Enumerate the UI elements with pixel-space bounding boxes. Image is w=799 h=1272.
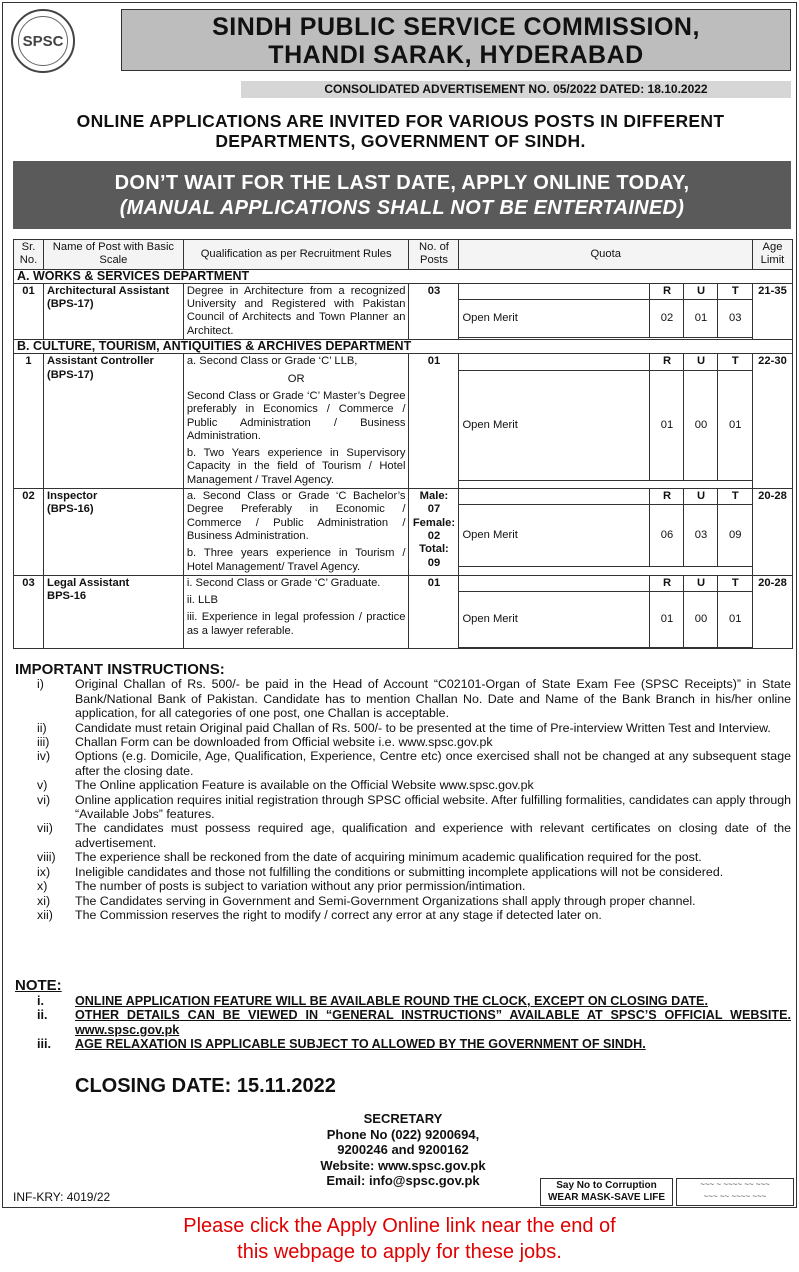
corruption-line-2: WEAR MASK-SAVE LIFE [547, 1192, 666, 1203]
list-item [15, 865, 791, 879]
post-name: Assistant Controller [46, 355, 154, 368]
header-sr: Sr. No. [14, 240, 44, 270]
basic-scale: (BPS-16) [46, 503, 94, 516]
post-name-cell [43, 283, 183, 339]
list-item [15, 721, 791, 735]
list-item [15, 994, 791, 1009]
department-heading: A. WORKS & SERVICES DEPARTMENT [14, 269, 793, 283]
list-item [15, 778, 791, 792]
quota-r: 01 [650, 370, 684, 480]
table-row [14, 283, 793, 339]
qualification-line: iii. Experience in legal profession / practice as a lawyer referable. [186, 611, 406, 637]
item-text: OTHER DETAILS CAN BE VIEWED IN “GENERAL INSTRUCTIONS” AVAILABLE AT SPSC’S OFFICIAL WEBSITE. www.spsc.gov.pk [75, 1008, 791, 1037]
posts-table [13, 239, 793, 649]
banner-line-2: (MANUAL APPLICATIONS SHALL NOT BE ENTERTAINED) [119, 197, 685, 219]
item-number: iii) [37, 735, 50, 750]
closing-date: CLOSING DATE: 15.11.2022 [75, 1075, 336, 1097]
quota-blank [459, 576, 650, 592]
website: Website: www.spsc.gov.pk [320, 1157, 486, 1173]
footer-line-1: Please click the Apply Online link near the end of [183, 1215, 616, 1237]
item-number: xii) [37, 907, 53, 922]
basic-scale: BPS-16 [46, 590, 87, 603]
quota-u-header: U [684, 284, 718, 300]
item-number: iv) [37, 749, 51, 764]
item-number: i. [37, 993, 44, 1008]
table-row [14, 575, 793, 648]
header-qualification: Qualification as per Recruitment Rules [183, 240, 409, 270]
footer-line-2: this webpage to apply for these jobs. [237, 1241, 562, 1263]
list-item [15, 908, 791, 922]
item-text: The Online application Feature is available on the Official Website www.spsc.gov.pk [75, 778, 534, 793]
item-text: The candidates must possess required age, qualification and experience with relevant certificates on closing date of the advertisement. [75, 821, 791, 850]
post-name: Architectural Assistant [46, 284, 170, 297]
department-row-b [14, 340, 793, 354]
consolidated-advertisement: CONSOLIDATED ADVERTISEMENT NO. 05/2022 DATED: 18.10.2022 [241, 81, 791, 98]
list-item [15, 793, 791, 822]
item-text: The Commission reserves the right to modify / correct any error at any stage if detected later on. [75, 907, 602, 922]
qualification-cell [183, 283, 409, 339]
item-number: ii) [37, 720, 47, 735]
sr-no: 02 [14, 489, 44, 576]
table-row [14, 354, 793, 489]
quota-type: Open Merit [459, 300, 650, 338]
qualification-line: ii. LLB [186, 594, 218, 607]
quota-r: 01 [650, 592, 684, 648]
urdu-slogan-box: ~~~ ~~ ~~~~ ~ ~~~ ~~~ ~~~~ ~~ ~~~ [676, 1178, 794, 1206]
list-item [15, 1037, 791, 1052]
item-text: The number of posts is subject to variation without any prior permission/intimation. [75, 879, 526, 894]
quota-cell [459, 283, 753, 339]
spsc-logo [11, 9, 75, 73]
quota-cell [459, 575, 753, 648]
advertisement [2, 2, 797, 1208]
qualification-cell [183, 489, 409, 576]
basic-scale: (BPS-17) [46, 298, 94, 311]
qualification-line: a. Second Class or Grade ‘C Bachelor’s Degree Preferably in Economic / Commerce / Public Administration / Business Administration. [186, 490, 406, 542]
item-text: Options (e.g. Domicile, Age, Qualification, Experience, Centre etc) once exercised shall not be changed at any subsequent stage after the closing date. [75, 749, 791, 778]
apply-online-notice [0, 1213, 799, 1265]
quota-t: 03 [718, 300, 752, 338]
title-box [121, 9, 791, 71]
list-item [15, 1008, 791, 1037]
list-item [15, 821, 791, 850]
quota-t-header: T [718, 576, 752, 592]
post-name: Legal Assistant [46, 576, 130, 589]
header-quota: Quota [459, 240, 753, 270]
title-line-2: THANDI SARAK, HYDERABAD [268, 41, 644, 69]
no-of-posts: Male: 07 Female: 02 Total: 09 [409, 489, 459, 576]
quota-table [459, 284, 752, 338]
item-number: xi) [37, 893, 51, 908]
quota-table [459, 489, 752, 567]
qualification-cell [183, 354, 409, 489]
item-number: v) [37, 778, 48, 793]
header-age: Age Limit [752, 240, 792, 270]
sr-no: 03 [14, 575, 44, 648]
post-name-cell [43, 575, 183, 648]
instructions-title: IMPORTANT INSTRUCTIONS: [15, 661, 225, 678]
age-limit: 20-28 [752, 575, 792, 648]
header-name: Name of Post with Basic Scale [43, 240, 183, 270]
age-limit: 21-35 [752, 283, 792, 339]
quota-table [459, 576, 752, 648]
header-posts: No. of Posts [409, 240, 459, 270]
quota-t: 01 [718, 370, 752, 480]
quota-table [459, 354, 752, 480]
item-text: Challan Form can be downloaded from Official website i.e. www.spsc.gov.pk [75, 735, 493, 750]
basic-scale: (BPS-17) [46, 368, 94, 381]
list-item [15, 735, 791, 749]
quota-t: 09 [718, 505, 752, 567]
post-name: Inspector [46, 490, 98, 503]
list-item [15, 879, 791, 893]
banner-line-1: DON’T WAIT FOR THE LAST DATE, APPLY ONLINE TODAY, [114, 172, 690, 194]
logo-text: SPSC [22, 32, 64, 50]
title-line-1: SINDH PUBLIC SERVICE COMMISSION, [212, 13, 700, 41]
item-text: AGE RELAXATION IS APPLICABLE SUBJECT TO ALLOWED BY THE GOVERNMENT OF SINDH. [75, 1037, 646, 1052]
quota-blank [459, 489, 650, 505]
corruption-box [540, 1178, 673, 1206]
quota-t-header: T [718, 284, 752, 300]
quota-u: 00 [684, 592, 718, 648]
item-number: i) [37, 677, 44, 692]
notes-title: NOTE: [15, 977, 62, 994]
inf-number: INF-KRY: 4019/22 [13, 1190, 111, 1204]
secretary-contact [253, 1111, 553, 1189]
table-header [14, 240, 793, 270]
item-text: Online application requires initial registration through SPSC official website. After fulfilling formalities, candidates can apply through “Available Jobs” features. [75, 792, 791, 822]
qualification-line: i. Second Class or Grade ‘C’ Graduate. [186, 576, 381, 589]
item-text: Original Challan of Rs. 500/- be paid in the Head of Account “C02101-Organ of State Exam Fee (SPSC Receipts)” in State Bank/National Bank of Pakistan. Candidate has to mention Challan No. Date and Name of the Bank Branch in his/her online application, for all categories of one post, one Challan is acceptable. [75, 677, 791, 721]
quota-u: 01 [684, 300, 718, 338]
item-text: Candidate must retain Original paid Challan of Rs. 500/- to be presented at the time of Pre-interview Written Test and Interview. [75, 720, 771, 735]
corruption-line-1: Say No to Corruption [556, 1180, 657, 1191]
quota-r: 02 [650, 300, 684, 338]
phone-line-1: Phone No (022) 9200694, [326, 1126, 480, 1142]
item-number: ix) [37, 864, 51, 879]
important-instructions [15, 663, 791, 922]
quota-t-header: T [718, 354, 752, 370]
phone-line-2: 9200246 and 9200162 [337, 1142, 469, 1157]
quota-u-header: U [684, 354, 718, 370]
invite-line-1: ONLINE APPLICATIONS ARE INVITED FOR VARIOUS POSTS IN DIFFERENT [76, 111, 725, 131]
quota-u: 00 [684, 370, 718, 480]
list-item [15, 677, 791, 720]
quota-r-header: R [650, 489, 684, 505]
age-limit: 20-28 [752, 489, 792, 576]
item-number: ii. [37, 1008, 48, 1023]
table-row [14, 489, 793, 576]
no-of-posts: 03 [409, 283, 459, 339]
quota-blank [459, 284, 650, 300]
qualification-line: b. Two Years experience in Supervisory Capacity in the field of Tourism / Hotel Management / Travel Agency. [186, 447, 406, 486]
item-number: vi) [37, 792, 51, 807]
list-item [15, 749, 791, 778]
qualification-line: OR [287, 372, 305, 385]
qualification-line: Degree in Architecture from a recognized University and Registered with Pakistan Council of Architects and Town Planner an Architect. [186, 284, 406, 337]
quota-u: 03 [684, 505, 718, 567]
item-number: viii) [37, 850, 56, 865]
quota-r: 06 [650, 505, 684, 567]
quota-blank [459, 354, 650, 370]
item-text: The Candidates serving in Government and Semi-Government Organizations shall apply through proper channel. [75, 893, 696, 908]
qualification-line: a. Second Class or Grade ‘C’ LLB, [186, 355, 358, 368]
no-of-posts: 01 [409, 575, 459, 648]
quota-type: Open Merit [459, 370, 650, 480]
item-text: The experience shall be reckoned from the date of acquiring minimum academic qualification required for the post. [75, 850, 702, 865]
sr-no: 1 [14, 354, 44, 489]
apply-online-banner [13, 161, 791, 229]
item-number: x) [37, 879, 48, 894]
post-name-cell [43, 354, 183, 489]
invitation-heading [3, 111, 798, 151]
quota-t: 01 [718, 592, 752, 648]
secretary-title: SECRETARY [363, 1111, 443, 1126]
department-row-a [14, 269, 793, 283]
post-name-cell [43, 489, 183, 576]
quota-r-header: R [650, 354, 684, 370]
quota-type: Open Merit [459, 592, 650, 648]
no-of-posts: 01 [409, 354, 459, 489]
qualification-line: b. Three years experience in Tourism / Hotel Management/ Travel Agency. [186, 547, 406, 573]
age-limit: 22-30 [752, 354, 792, 489]
quota-u-header: U [684, 576, 718, 592]
quota-r-header: R [650, 576, 684, 592]
notes [15, 979, 791, 1052]
quota-cell [459, 489, 753, 576]
email: Email: info@spsc.gov.pk [326, 1173, 480, 1188]
qualification-cell [183, 575, 409, 648]
item-number: vii) [37, 821, 53, 836]
quota-cell [459, 354, 753, 489]
quota-t-header: T [718, 489, 752, 505]
department-heading: B. CULTURE, TOURISM, ANTIQUITIES & ARCHIVES DEPARTMENT [14, 340, 793, 354]
qualification-line: Second Class or Grade ‘C’ Master’s Degree preferably in Economics / Commerce / Public Administration / Business Administration. [186, 389, 406, 442]
invite-line-2: DEPARTMENTS, GOVERNMENT OF SINDH. [215, 131, 586, 151]
quota-type: Open Merit [459, 505, 650, 567]
sr-no: 01 [14, 283, 44, 339]
quota-r-header: R [650, 284, 684, 300]
item-text: ONLINE APPLICATION FEATURE WILL BE AVAILABLE ROUND THE CLOCK, EXCEPT ON CLOSING DATE. [75, 993, 708, 1008]
list-item [15, 894, 791, 908]
item-number: iii. [37, 1037, 51, 1052]
quota-u-header: U [684, 489, 718, 505]
list-item [15, 850, 791, 864]
item-text: Ineligible candidates and those not fulfilling the conditions or submitting incomplete applications will not be considered. [75, 864, 724, 879]
